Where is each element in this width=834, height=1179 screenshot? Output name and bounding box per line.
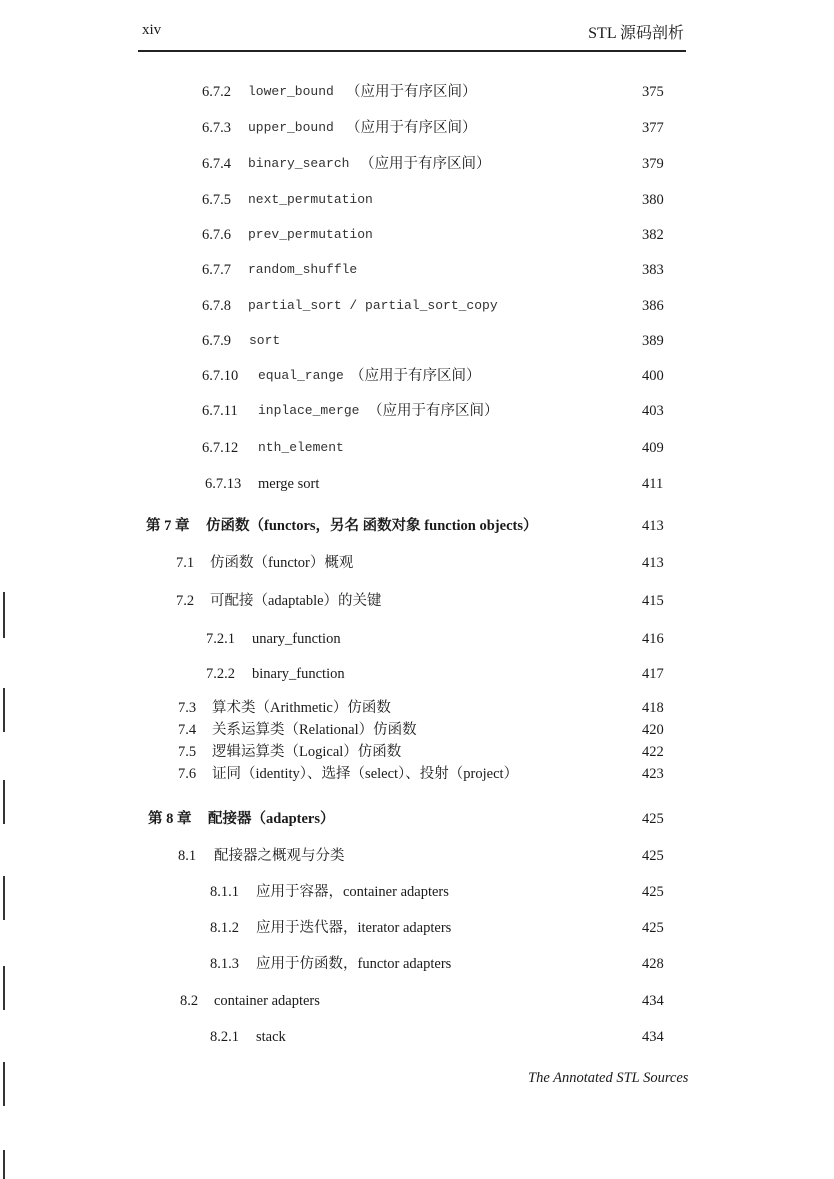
toc-title: 关系运算类（Relational）仿函数: [212, 722, 417, 738]
toc-number: 第 8 章: [148, 811, 192, 827]
toc-page: 425: [642, 848, 664, 864]
toc-number: 6.7.12: [202, 440, 239, 456]
toc-number: 8.1.1: [210, 884, 239, 900]
toc-entry-7-6: [0, 763, 834, 785]
toc-number: 7.4: [178, 722, 197, 738]
toc-entry-6-7-10: [0, 365, 834, 387]
toc-entry-7-2: [0, 590, 834, 612]
toc-entry-7-2-2: [0, 663, 834, 685]
toc-number: 8.1: [178, 848, 197, 864]
toc-title: lower_bound: [248, 84, 334, 99]
toc-page: 434: [642, 993, 664, 1009]
toc-page: 434: [642, 1029, 664, 1045]
toc-entry-7-3: [0, 697, 834, 719]
toc-note: （应用于有序区间）: [368, 403, 499, 419]
scan-edge-mark: [3, 1150, 5, 1179]
toc-number: 6.7.2: [202, 84, 231, 100]
toc-chapter-8: [0, 808, 834, 830]
toc-page: 400: [642, 368, 664, 384]
toc-title: 配接器之概观与分类: [214, 848, 345, 864]
toc-number: 8.1.3: [210, 956, 239, 972]
toc-title: unary_function: [252, 631, 341, 647]
toc-number: 7.1: [176, 555, 195, 571]
toc-title: stack: [256, 1029, 286, 1045]
toc-entry-6-7-6: [0, 224, 834, 246]
scan-edge-mark: [3, 966, 5, 1010]
toc-number: 7.2.1: [206, 631, 235, 647]
book-title: STL 源码剖析: [588, 25, 684, 42]
toc-number: 7.2.2: [206, 666, 235, 682]
toc-number: 6.7.9: [202, 333, 231, 349]
toc-title: binary_search: [248, 156, 350, 171]
toc-page: 425: [642, 884, 664, 900]
toc-page: 409: [642, 440, 664, 456]
toc-page: 379: [642, 156, 664, 172]
toc-entry-7-2-1: [0, 628, 834, 650]
toc-page: 428: [642, 956, 664, 972]
toc-entry-6-7-5: [0, 189, 834, 211]
toc-note: （应用于有序区间）: [346, 84, 477, 100]
toc-title: nth_element: [258, 440, 344, 455]
toc-title: 证同（identity）、选择（select）、投射（project）: [212, 766, 519, 782]
toc-number: 8.1.2: [210, 920, 239, 936]
toc-page: 415: [642, 593, 664, 609]
toc-number: 6.7.3: [202, 120, 231, 136]
toc-entry-6-7-7: [0, 259, 834, 281]
toc-number: 6.7.11: [202, 403, 238, 419]
toc-number: 7.2: [176, 593, 195, 609]
toc-page: 413: [642, 518, 664, 534]
toc-page: 380: [642, 192, 664, 208]
toc-number: 6.7.4: [202, 156, 231, 172]
toc-page: 403: [642, 403, 664, 419]
toc-entry-8-1-2: [0, 917, 834, 939]
toc-number: 7.6: [178, 766, 197, 782]
scan-edge-mark: [3, 688, 5, 732]
toc-entry-8-1: [0, 845, 834, 867]
toc-page: 382: [642, 227, 664, 243]
toc-title: binary_function: [252, 666, 345, 682]
toc-entry-7-4: [0, 719, 834, 741]
toc-entry-8-1-1: [0, 881, 834, 903]
toc-title: 应用于仿函数，functor adapters: [256, 956, 452, 972]
toc-title: 应用于容器，container adapters: [256, 884, 449, 900]
toc-entry-8-2: [0, 990, 834, 1012]
toc-page: 413: [642, 555, 664, 571]
toc-entry-6-7-4: [0, 153, 834, 175]
toc-page: 377: [642, 120, 664, 136]
toc-page: 420: [642, 722, 664, 738]
toc-title: 可配接（adaptable）的关键: [210, 593, 382, 609]
toc-title: 配接器（adapters）: [208, 811, 335, 827]
toc-page: 417: [642, 666, 664, 682]
toc-page: 375: [642, 84, 664, 100]
toc-number: 7.3: [178, 700, 197, 716]
toc-title: upper_bound: [248, 120, 334, 135]
toc-number: 6.7.7: [202, 262, 231, 278]
toc-title: prev_permutation: [248, 227, 373, 242]
toc-title: 仿函数（functors，另名 函数对象 function objects）: [206, 518, 538, 534]
toc-entry-6-7-12: [0, 437, 834, 459]
toc-page: 425: [642, 920, 664, 936]
toc-page: 386: [642, 298, 664, 314]
toc-page: 423: [642, 766, 664, 782]
toc-page: 416: [642, 631, 664, 647]
toc-number: 8.2: [180, 993, 199, 1009]
toc-chapter-7: [0, 515, 834, 537]
toc-page: 383: [642, 262, 664, 278]
toc-page: 389: [642, 333, 664, 349]
toc-number: 6.7.5: [202, 192, 231, 208]
toc-number: 6.7.10: [202, 368, 239, 384]
scan-edge-mark: [3, 592, 5, 638]
toc-entry-6-7-2: [0, 81, 834, 103]
footer-book-title: The Annotated STL Sources: [528, 1070, 689, 1086]
toc-title: inplace_merge: [258, 403, 360, 418]
toc-entry-6-7-8: [0, 295, 834, 317]
toc-title: 逻辑运算类（Logical）仿函数: [212, 744, 402, 760]
toc-title: 仿函数（functor）概观: [210, 555, 354, 571]
toc-title: 算术类（Arithmetic）仿函数: [212, 700, 391, 716]
toc-note: （应用于有序区间）: [346, 120, 477, 136]
toc-entry-7-5: [0, 741, 834, 763]
toc-page: 411: [642, 476, 664, 492]
toc-page: 422: [642, 744, 664, 760]
toc-number: 7.5: [178, 744, 197, 760]
toc-entry-8-1-3: [0, 953, 834, 975]
scan-edge-mark: [3, 1062, 5, 1106]
scan-edge-mark: [3, 876, 5, 920]
toc-title: sort: [249, 333, 281, 348]
toc-number: 6.7.8: [202, 298, 231, 314]
toc-title: equal_range: [258, 368, 344, 383]
toc-entry-6-7-3: [0, 117, 834, 139]
toc-title: partial_sort / partial_sort_copy: [248, 298, 498, 313]
toc-number: 6.7.6: [202, 227, 231, 243]
toc-entry-8-2-1: [0, 1026, 834, 1048]
toc-entry-7-1: [0, 552, 834, 574]
toc-title: random_shuffle: [248, 262, 358, 277]
header-rule: [138, 50, 686, 52]
toc-number: 8.2.1: [210, 1029, 239, 1045]
toc-number: 第 7 章: [146, 518, 190, 534]
toc-note: （应用于有序区间）: [350, 368, 481, 384]
toc-entry-6-7-11: [0, 400, 834, 422]
page-number: xiv: [142, 22, 162, 38]
toc-page: 418: [642, 700, 664, 716]
toc-number: 6.7.13: [205, 476, 242, 492]
toc-title: next_permutation: [248, 192, 373, 207]
toc-title: container adapters: [214, 993, 320, 1009]
toc-title: 应用于迭代器，iterator adapters: [256, 920, 452, 936]
scan-edge-mark: [3, 780, 5, 824]
toc-title: merge sort: [258, 476, 320, 492]
toc-entry-6-7-13: [0, 473, 834, 495]
toc-note: （应用于有序区间）: [360, 156, 491, 172]
toc-entry-6-7-9: [0, 330, 834, 352]
toc-page: 425: [642, 811, 664, 827]
